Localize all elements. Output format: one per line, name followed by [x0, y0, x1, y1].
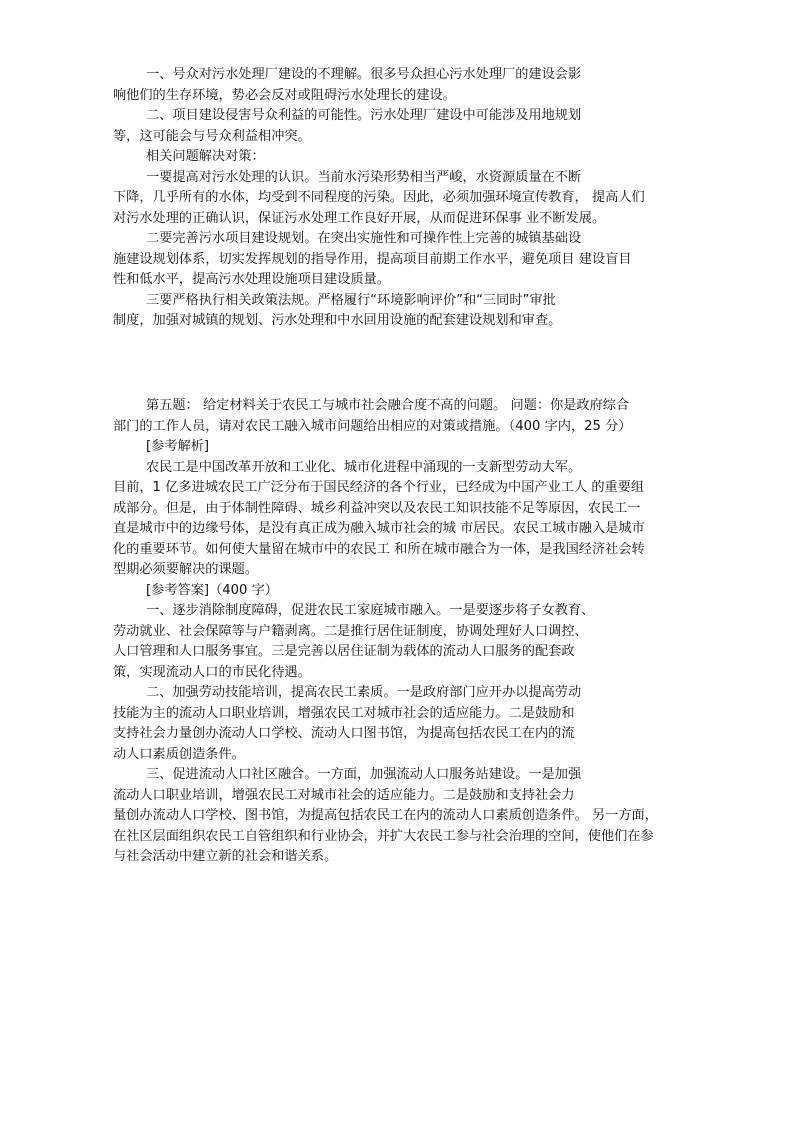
text-line: 与社会活动中建立新的社会和谐关系。: [113, 849, 338, 864]
section-heading: [参考解析]: [146, 439, 210, 454]
text-line: 劳动就业、社会保障等与户籍剥离。二是推行居住证制度，协调处理好人口调控、: [113, 624, 588, 639]
section-heading: [参考答案]（400 字）: [146, 583, 278, 598]
text-line: 在社区层面组织农民工自管组织和行业协会，并扩大农民工参与社会治理的空间，使他们在参: [113, 829, 654, 844]
text-line: 直是城市中的边缘号体，是没有真正成为融入城市社会的城 市居民。农民工城市融入是城市: [113, 521, 645, 536]
question-line: 部门的工作人员，请对农民工融入城市问题给出相应的对策或措施。（400 字内，25 分）: [113, 419, 632, 434]
text-line: 二、项目建设侵害号众利益的可能性。污水处理厂建设中可能涉及用地规划: [146, 108, 582, 123]
text-line: 一、逐步消除制度障碍，促进农民工家庭城市融入。一是要逐步将子女教育、: [146, 603, 595, 618]
text-line: 动人口素质创造条件。: [113, 747, 245, 762]
text-line: 人口管理和人口服务事宜。三是完善以居住证制为载体的流动人口服务的配套政: [113, 644, 575, 659]
text-line: 成部分。但是，由于体制性障碍、城乡利益冲突以及农民工知识技能不足等原因，农民工一: [113, 501, 641, 516]
text-line: 量创办流动人口学校、图书馆，为提高包括农民工在内的流动人口素质创造条件。 另一方面，: [113, 808, 658, 823]
text-line: 支持社会力量创办流动人口学校、流动人口图书馆，为提高包括农民工在内的流: [113, 726, 575, 741]
text-line: 策，实现流动人口的市民化待遇。: [113, 665, 311, 680]
text-line: 一要提高对污水处理的认识。当前水污染形势相当严峻，水资源质量在不断: [146, 170, 582, 185]
text-line: 农民工是中国改革开放和工业化、城市化进程中涌现的一支新型劳动大军。: [146, 460, 582, 475]
text-line: 型期必须要解决的课题。: [113, 562, 259, 577]
text-line: 三、促进流动人口社区融合。一方面，加强流动人口服务站建设。一是加强: [146, 767, 582, 782]
text-line: 一、号众对污水处理厂建设的不理解。很多号众担心污水处理厂的建设会影: [146, 67, 582, 82]
text-line: 响他们的生存环境，势必会反对或阻碍污水处理长的建设。: [113, 88, 456, 103]
text-line: 目前，1 亿多进城农民工广泛分布于国民经济的各个行业，已经成为中国产业工人 的重要组: [113, 480, 645, 495]
text-line: 三要严格执行相关政策法规。严格履行“环境影响评价”和“三同时”审批: [146, 293, 556, 308]
text-line: 二要完善污水项目建设规划。在突出实施性和可操作性上完善的城镇基础设: [146, 231, 582, 246]
text-line: 施建设规划体系，切实发挥规划的指导作用，提高项目前期工作水平，避免项目 建设盲目: [113, 252, 632, 267]
text-line: 下降，几乎所有的水体，均受到不同程度的污染。因此，必须加强环境宣传教育， 提高人们: [113, 190, 645, 205]
text-line: 对污水处理的正确认识，保证污水处理工作良好开展，从而促进环保事 业不断发展。: [113, 211, 606, 226]
text-line: 制度，加强对城镇的规划、污水处理和中水回用设施的配套建设规划和审查。: [113, 313, 562, 328]
question-line: 第五题： 给定材料关于农民工与城市社会融合度不高的问题。 问题：你是政府综合: [146, 398, 630, 413]
text-line: 化的重要环节。如何使大量留在城市中的农民工 和所在城市融合为一体，是我国经济社会转: [113, 542, 645, 557]
text-line: 二、加强劳动技能培训，提高农民工素质。一是政府部门应开办以提高劳动: [146, 685, 582, 700]
text-line: 等，这可能会与号众利益相冲突。: [113, 129, 311, 144]
text-line: 相关问题解决对策：: [146, 149, 265, 164]
text-line: 性和低水平，提高污水处理设施项目建设质量。: [113, 272, 390, 287]
text-line: 流动人口职业培训，增强农民工对城市社会的适应能力。二是鼓励和支持社会力: [113, 788, 575, 803]
text-line: 技能为主的流动人口职业培训，增强农民工对城市社会的适应能力。二是鼓励和: [113, 706, 575, 721]
